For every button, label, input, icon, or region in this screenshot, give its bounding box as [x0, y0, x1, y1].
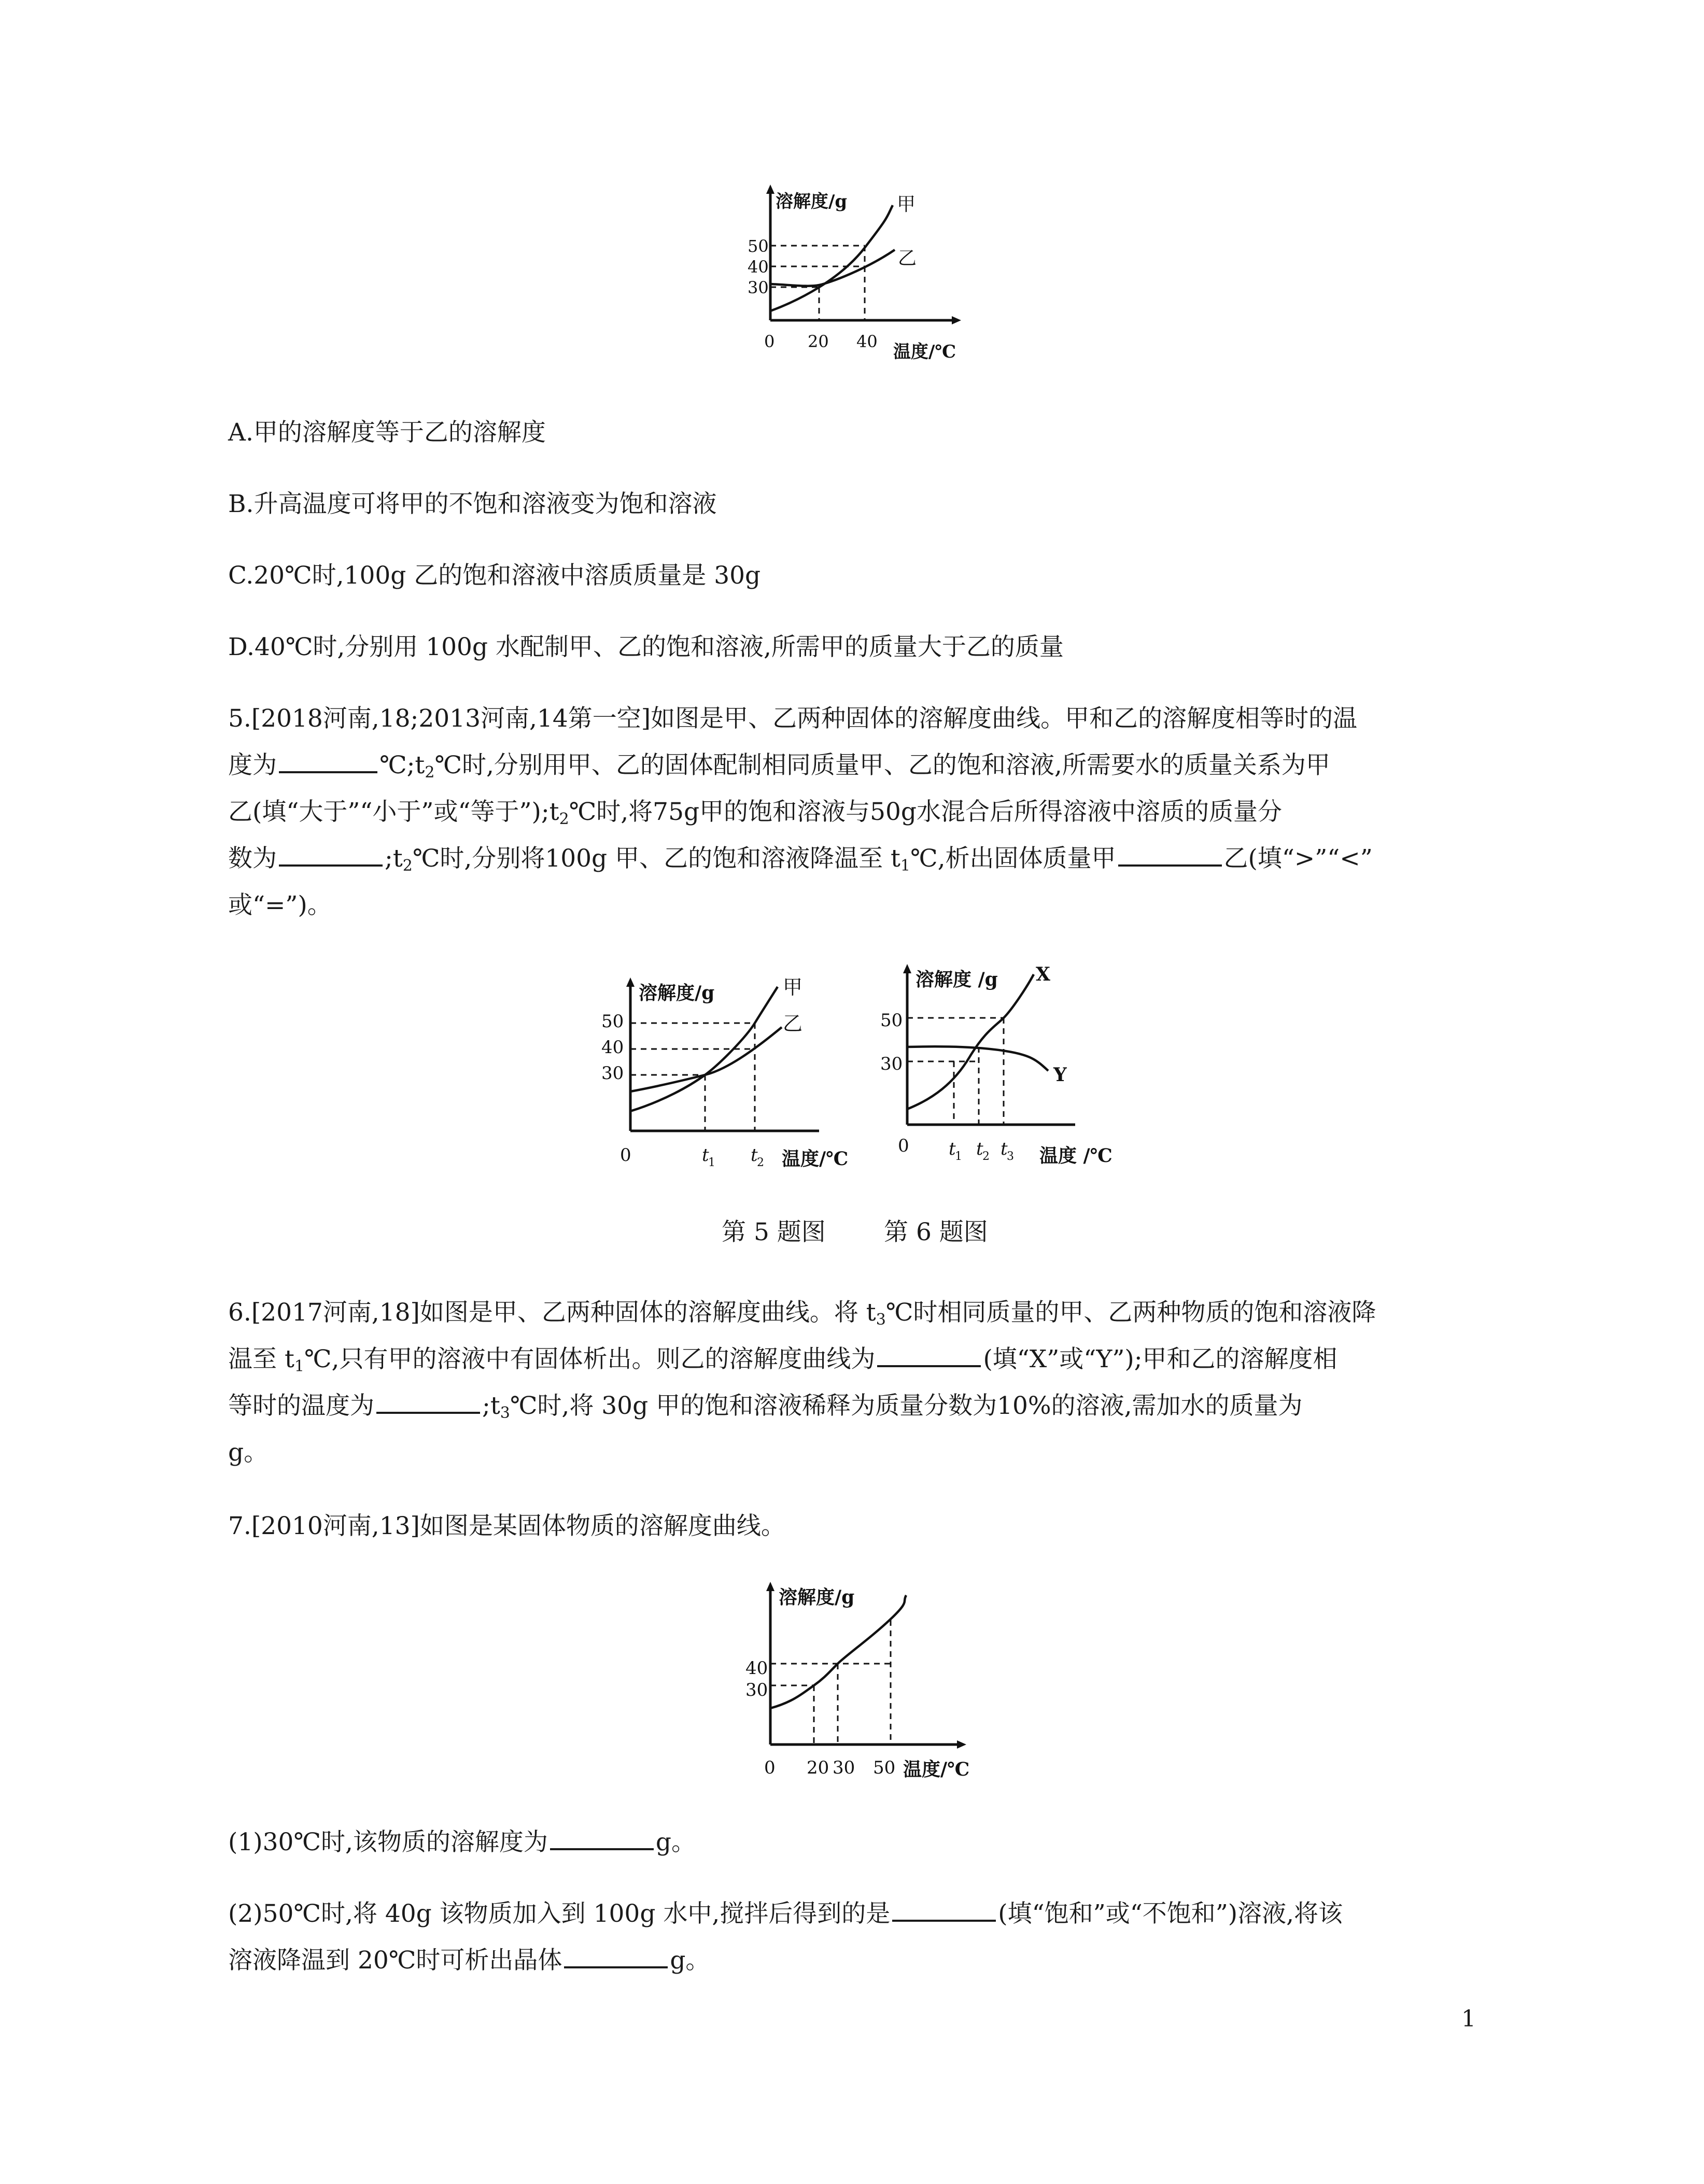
option-a: A.甲的溶解度等于乙的溶解度: [228, 418, 546, 447]
answer-blank[interactable]: [1118, 841, 1222, 867]
x-tick-label: 40: [856, 332, 878, 351]
y-axis-arrow: [903, 964, 911, 973]
series-label-jia: 甲: [897, 194, 916, 215]
q6-line-4: g。: [228, 1438, 269, 1467]
x-tick-label: 20: [807, 1757, 829, 1778]
curve-y: [907, 1046, 1048, 1071]
x-tick-sub: 3: [1007, 1150, 1014, 1163]
option-d: D.40℃时,分别用 100g 水配制甲、乙的饱和溶液,所需甲的质量大于乙的质量: [228, 633, 1064, 661]
y-tick-label: 50: [880, 1010, 903, 1031]
y-axis-arrow: [766, 185, 774, 194]
x-axis-label: 温度 /℃: [1039, 1145, 1112, 1167]
figure-5-solubility-chart: [601, 969, 871, 1176]
curve-yi: [630, 1027, 782, 1091]
x-tick-label: 0: [898, 1136, 909, 1156]
series-label-yi: 乙: [898, 248, 917, 269]
figure-1-solubility-chart: [747, 181, 975, 373]
x-tick-label: 20: [808, 332, 829, 351]
q7-part-1: (1)30℃时,该物质的溶解度为 g。: [228, 1819, 696, 1866]
q7-part-2: (2)50℃时,将 40g 该物质加入到 100g 水中,搅拌后得到的是 (填“饱和”或“不饱和”)溶液,将该: [228, 1891, 1343, 1937]
option-c: C.20℃时,100g 乙的饱和溶液中溶质质量是 30g: [228, 561, 761, 590]
series-label-jia: 甲: [783, 976, 803, 999]
option-b: B.升高温度可将甲的不饱和溶液变为饱和溶液: [228, 490, 717, 518]
x-axis-label: 温度/℃: [893, 342, 956, 362]
q6-line-3: 等时的温度为 $;t_3℃$时,将 30g 甲的饱和溶液稀释为质量分数为10%的溶液,需加水的质量为: [228, 1383, 1303, 1429]
x-axis-label: 温度/℃: [903, 1758, 970, 1780]
y-axis-arrow: [626, 977, 635, 987]
y-tick-label: 30: [880, 1054, 903, 1074]
page-number: 1: [1461, 2006, 1476, 2032]
q6-line-1: 6.[2017河南,18]如图是甲、乙两种固体的溶解度曲线。将 $t_3℃$时相同质量的甲、乙两种物质的饱和溶液降: [228, 1298, 1376, 1329]
y-tick-label: 30: [601, 1063, 624, 1084]
answer-blank[interactable]: [279, 841, 383, 867]
y-axis-label: 溶解度/g: [776, 191, 848, 212]
q7-stem: 7.[2010河南,13]如图是某固体物质的溶解度曲线。: [228, 1512, 785, 1540]
x-tick-sub: 2: [982, 1150, 990, 1163]
x-axis-label: 温度/℃: [782, 1148, 849, 1170]
y-tick-label: 50: [601, 1011, 624, 1032]
q5-line-5: 或“=”)。: [228, 891, 332, 919]
x-axis-arrow: [957, 1740, 966, 1749]
y-tick-label: 30: [745, 1680, 768, 1700]
x-tick-label-t2: t: [976, 1139, 983, 1159]
y-tick-label: 40: [601, 1037, 624, 1058]
y-tick-label: 50: [748, 236, 769, 256]
answer-blank[interactable]: [376, 1388, 480, 1414]
x-tick-sub: 2: [757, 1156, 764, 1169]
x-tick-label-t3: t: [1001, 1139, 1008, 1159]
curve-x: [907, 974, 1034, 1109]
q7-part-3: 溶液降温到 20℃时可析出晶体 g。: [228, 1937, 710, 1984]
figure-6-solubility-chart: [861, 959, 1135, 1176]
x-tick-label: 0: [620, 1145, 631, 1166]
y-tick-label: 30: [748, 278, 769, 297]
x-tick-label: 30: [833, 1757, 855, 1778]
q5-line-4: 数为 $;t_2℃$时,分别将100g 甲、乙的饱和溶液降温至 $t_1℃$,析出固体质量甲 乙(填“>”“<”: [228, 835, 1373, 882]
y-axis-label: 溶解度/g: [779, 1586, 855, 1608]
x-axis-arrow: [952, 316, 961, 324]
answer-blank[interactable]: [892, 1896, 996, 1922]
x-tick-sub: 1: [955, 1150, 962, 1163]
x-tick-label-t2: t: [751, 1145, 758, 1166]
x-tick-sub: 1: [708, 1156, 715, 1169]
q6-line-2: 温至 $t_1℃$,只有甲的溶液中有固体析出。则乙的溶解度曲线为 (填“X”或“Y”);甲和乙的溶解度相: [228, 1336, 1337, 1383]
y-tick-label: 40: [748, 257, 769, 277]
q5-line-1: 5.[2018河南,18;2013河南,14第一空]如图是甲、乙两种固体的溶解度曲线。甲和乙的溶解度相等时的温: [228, 704, 1358, 733]
answer-blank[interactable]: [877, 1341, 981, 1367]
answer-blank[interactable]: [279, 747, 377, 773]
x-tick-label-t1: t: [949, 1139, 956, 1159]
curve-jia: [770, 205, 893, 311]
curve-yi: [770, 250, 895, 286]
series-label-yi: 乙: [783, 1012, 803, 1035]
q5-line-3: 乙(填“大于”“小于”或“等于$”);t_2℃$时,将75g甲的饱和溶液与50g水混合后所得溶液中溶质的质量分: [228, 798, 1282, 828]
figure-7-solubility-chart: [741, 1570, 990, 1788]
x-tick-label: 50: [873, 1757, 896, 1778]
x-tick-label: 0: [764, 332, 775, 351]
x-tick-label: 0: [764, 1757, 776, 1778]
answer-blank[interactable]: [550, 1824, 654, 1850]
y-tick-label: 40: [745, 1658, 768, 1679]
figure-6-caption: 第 6 题图: [884, 1218, 988, 1246]
figure-5-caption: 第 5 题图: [722, 1218, 826, 1246]
y-axis-label: 溶解度/g: [639, 982, 715, 1004]
curve-solubility: [770, 1595, 906, 1708]
series-label-y: Y: [1053, 1064, 1067, 1086]
y-axis-label: 溶解度 /g: [916, 969, 998, 990]
q5-line-2: 度为 $℃;t_2℃$时,分别用甲、乙的固体配制相同质量甲、乙的饱和溶液,所需要水的质量关系为甲: [228, 742, 1330, 789]
answer-blank[interactable]: [564, 1942, 668, 1968]
x-tick-label-t1: t: [702, 1145, 709, 1166]
y-axis-arrow: [766, 1582, 774, 1591]
series-label-x: X: [1036, 963, 1050, 985]
